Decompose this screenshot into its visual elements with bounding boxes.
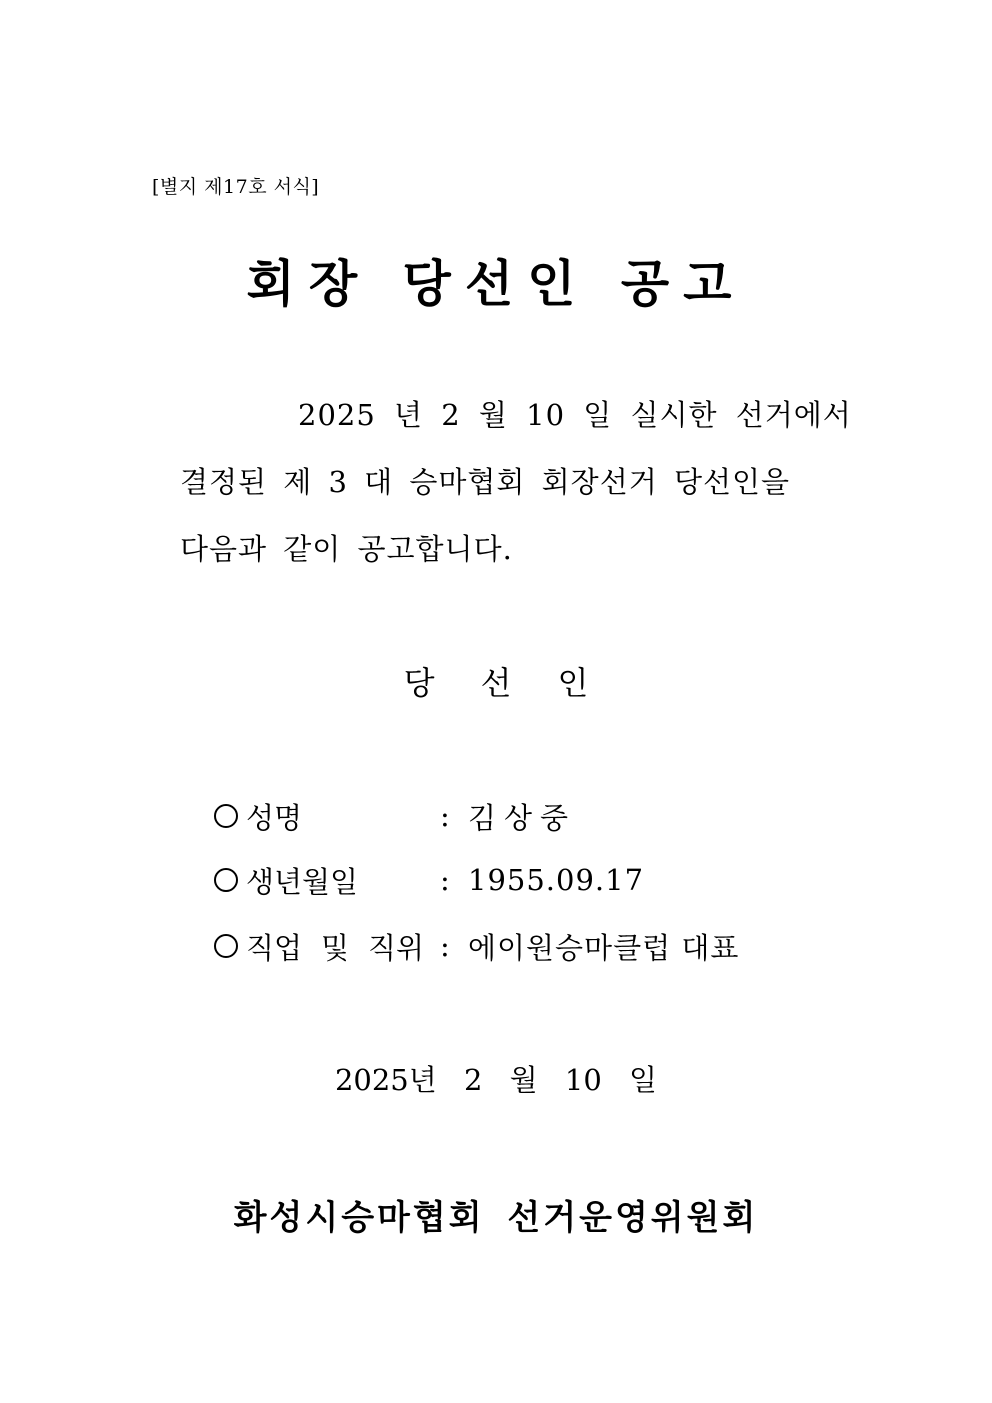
colon: : [440, 863, 450, 897]
colon: : [440, 929, 450, 963]
winner-heading: 당선인 [403, 664, 635, 702]
circle-bullet-icon [214, 804, 238, 828]
circle-bullet-icon [214, 934, 238, 958]
colon: : [440, 799, 450, 833]
announcement-date: 2025년 2 월 10 일 [334, 1063, 658, 1097]
circle-bullet-icon [214, 868, 238, 892]
form-label: [별지 제17호 서식] [152, 176, 320, 198]
info-row-occupation [214, 926, 739, 966]
info-value: 1955.09.17 [468, 863, 645, 897]
info-label: 직업 및 직위 [246, 930, 424, 965]
info-value: 김상중 [468, 800, 577, 835]
committee-name: 화성시승마협회 선거운영위원회 [233, 1198, 759, 1238]
page-title: 회장 당선인 공고 [246, 254, 746, 313]
info-row-name [214, 796, 576, 836]
body-line-2: 결정된 제 3 대 승마협회 회장선거 당선인을 [180, 465, 790, 499]
info-row-birthdate [214, 860, 644, 900]
info-value: 에이원승마클럽 대표 [468, 930, 740, 965]
body-line-1: 2025 년 2 월 10 일 실시한 선거에서 [298, 398, 852, 432]
body-line-3: 다음과 같이 공고합니다. [180, 532, 513, 566]
info-label: 생년월일 [246, 864, 359, 899]
info-label: 성명 [246, 800, 303, 835]
